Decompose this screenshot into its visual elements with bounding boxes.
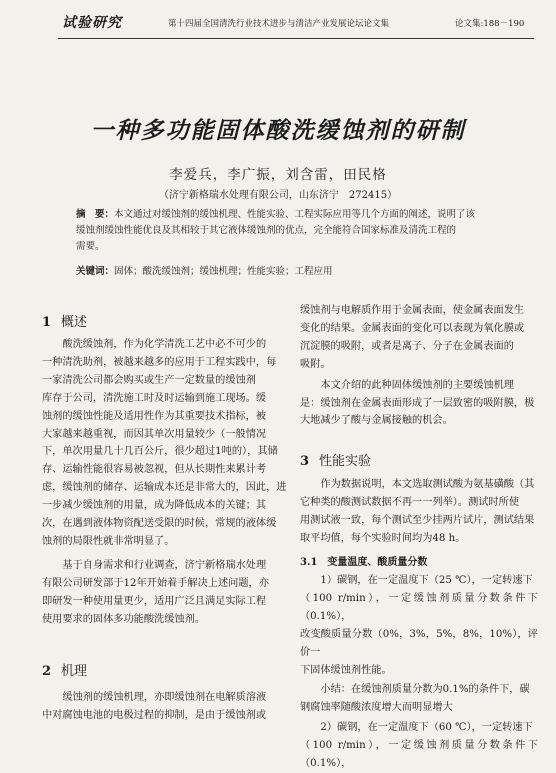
section-heading-1: 1 概述 <box>42 315 88 330</box>
abstract-line: 摘 要：本文通过对缓蚀剂的缓蚀机理、性能实验、工程实际应用等几个方面的阐述，说明了该 <box>76 209 476 220</box>
header-rule <box>58 38 534 39</box>
conference-name: 第十四届全国清洗行业技术进步与清洁产业发展论坛论文集 <box>168 19 390 29</box>
abstract <box>76 207 528 255</box>
article-affiliation: （济宁新格瑞水处理有限公司，山东济宁 272415） <box>158 190 398 201</box>
keywords-text: 固体；酸洗缓蚀剂；缓蚀机理；性能实验；工程应用 <box>114 266 333 277</box>
journal-tag: 试验研究 <box>62 15 122 31</box>
paragraph-test-description: 作为数据说明，本文选取测试酸为氨基磺酸（其 它种类的酸测试数据不再一一列举）。测试时所使 用测试液一致，每个测试至少挂两片试片，测试结果 取平均值，每个实验时间均为48 h。 <box>300 479 535 544</box>
paragraph-mechanism-cont: 缓蚀剂与电解质作用于金属表面，使金属表面发生 变化的结果。金属表面的变化可以表现为氧化膜或 沉淀膜的吸附，或者是离子、分子在金属表面的 吸附。 <box>300 305 525 370</box>
paragraph-summary-1: 小结：在缓蚀剂质量分数为0.1%的条件下，碳 钢腐蚀率随酸浓度增大而明显增大 <box>300 684 530 714</box>
abstract-line: 需要。 <box>76 241 105 252</box>
paragraph-mechanism-main: 本文介绍的此种固体缓蚀剂的主要缓蚀机理 是：缓蚀剂在金属表面形成了一层致密的吸附膜，极 大地减少了酸与金属接触的机会。 <box>300 379 535 427</box>
article-title: 一种多功能固体酸洗缓蚀剂的研制 <box>90 117 466 144</box>
left-column-part-1 <box>42 336 288 629</box>
section-heading-3: 3 性能实验 <box>300 454 372 469</box>
abstract-line: 缓蚀剂缓蚀性能优良及其相较于其它液体缓蚀剂的优点，完全能符合国家标准及清洗工程的 <box>76 225 457 236</box>
paragraph-experiment-2: 2）碳钢，在一定温度下（60 ℃），一定转速下 （100 r/min），一定缓蚀剂质量分数条件下（0.1%）， <box>300 722 538 770</box>
keywords-label: 关键词： <box>76 266 115 277</box>
abstract-label: 摘 要： <box>76 209 115 220</box>
paragraph-overview: 酸洗缓蚀剂，作为化学清洗工艺中必不可少的 一种清洗助剂，被越来越多的应用于工程实践中，每 一家清洗公司都会购买或生产一定数量的缓蚀剂 库存于公司，清洗施工时及时运输到施工现场。缓 蚀剂的缓蚀性能及适用性作为其重要技术指标，被 大家越来越重视，而因其单次用量较少（一般情况 下，单次用量几十几百公斤，很少超过1吨的），其储 存、运输性能很容易被忽视，但从长期性来累计考 虑，缓蚀剂的储存、运输成本还是非常大的，因此，进 一步减少缓蚀剂的用量，成为降低成本的关键；其 次，在遇到液体物资配送受限的时候，常规的液体缓 蚀剂的局限性就非常明显了。 <box>42 339 287 547</box>
right-column-part-2 <box>300 476 538 548</box>
paragraph-background: 基于自身需求和行业调查，济宁新格瑞水处理 有限公司研发部于12年开始着手解决上述问题，亦 即研发一种使用量更少，适用广泛且满足实际工程 使用要求的固体多功能酸洗缓蚀剂。 <box>42 559 269 625</box>
right-column-part-1 <box>300 302 538 430</box>
page-range: 论文集:188－190 <box>455 19 525 29</box>
left-column-part-2 <box>42 689 288 725</box>
subsection-heading-3-1: 3.1 变量温度、酸质量分数 <box>300 557 428 568</box>
keywords <box>76 264 528 280</box>
paragraph-mechanism: 缓蚀剂的缓蚀机理，亦即缓蚀剂在电解质溶液 中对腐蚀电池的电极过程的抑制，是由于缓蚀剂或 <box>42 692 267 721</box>
paragraph-experiment-1: 1）碳钢，在一定温度下（25 ℃），一定转速下 （100 r/min），一定缓蚀剂质量分数条件下（0.1%）， 改变酸质量分数（0%，3%，5%，8%，10%），评价一 下固体缓蚀剂性能。 <box>300 575 538 676</box>
section-heading-2: 2 机理 <box>42 664 88 679</box>
article-authors: 李爱兵，李广振，刘含雷，田民格 <box>169 167 387 183</box>
right-column-part-3 <box>300 572 538 773</box>
